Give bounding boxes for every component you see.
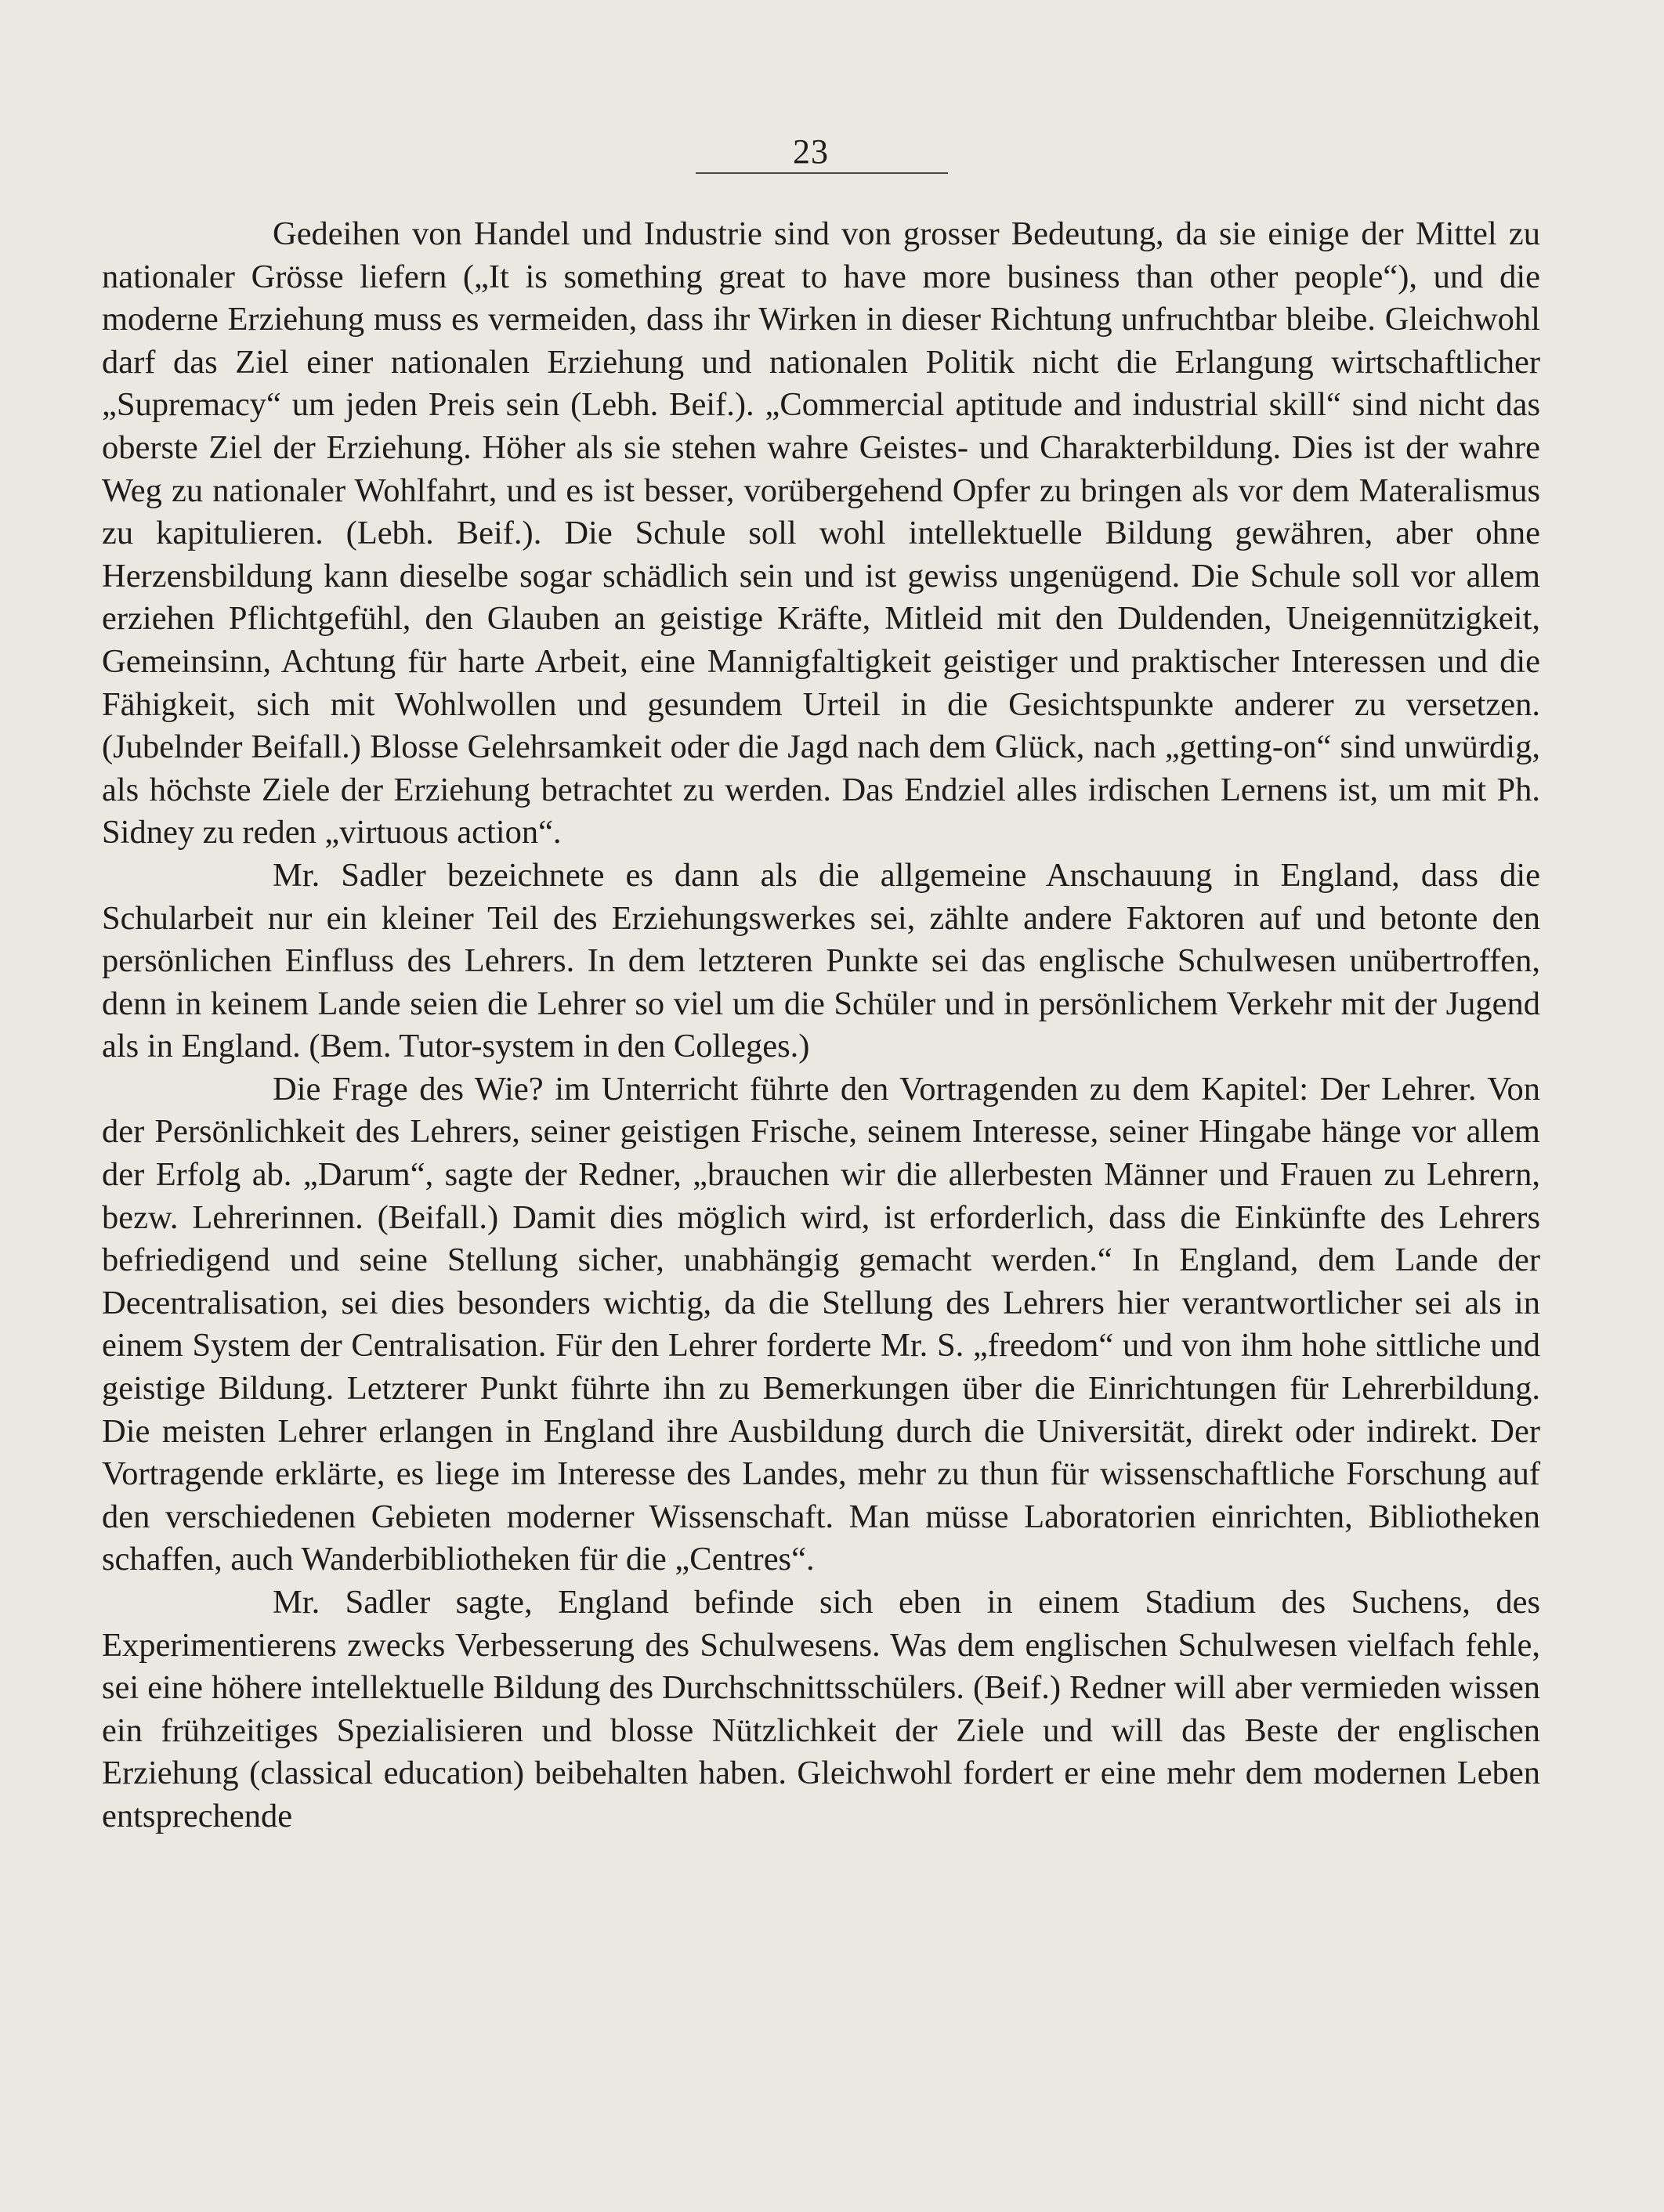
page-number: 23: [793, 132, 829, 171]
header-rule: [696, 172, 948, 174]
body-text: [102, 213, 1540, 1838]
paragraph-teacher-influence: Mr. Sadler bezeichnete es dann als die allgemeine Anschauung in England, dass die Schularbeit nur ein kleiner Teil des Erziehungswerkes sei, zählte andere Faktoren auf und betonte den persönlichen Einfluss des Lehrers. In dem letzteren Punkte sei das englische Schulwesen unübertroffen, denn in keinem Lande seien die Lehrer so viel um die Schüler und in persönlichem Verkehr mit der Jugend als in England. (Bem. Tutor-system in den Colleges.): [102, 856, 1540, 1065]
paragraph-england-searching: Mr. Sadler sagte, England befinde sich eben in einem Stadium des Suchens, des Experimentierens zwecks Verbesserung des Schulwesens. Was dem englischen Schulwesen vielfach fehle, sei eine höhere intellektuelle Bildung des Durchschnittsschülers. (Beif.) Redner will aber vermieden wissen ein frühzeitiges Spezialisieren und blosse Nützlichkeit der Ziele und will das Beste der englischen Erziehung (classical education) beibehalten haben. Gleichwohl fordert er eine mehr dem modernen Leben entsprechende: [102, 1584, 1540, 1834]
paragraph-trade-and-education: Gedeihen von Handel und Industrie sind von grosser Bedeutung, da sie einige der Mittel zu nationaler Grösse liefern („It is something great to have more business than other people“), und die moderne Erziehung muss es vermeiden, dass ihr Wirken in dieser Richtung unfruchtbar bleibe. Gleichwohl darf das Ziel einer nationalen Erziehung und nationalen Politik nicht die Erlangung wirtschaftlicher „Supremacy“ um jeden Preis sein (Lebh. Beif.). „Commercial aptitude and industrial skill“ sind nicht das oberste Ziel der Erziehung. Höher als sie stehen wahre Geistes- und Charakterbildung. Dies ist der wahre Weg zu nationaler Wohlfahrt, und es ist besser, vorübergehend Opfer zu bringen als vor dem Materalismus zu kapitulieren. (Lebh. Beif.). Die Schule soll wohl intellektuelle Bildung gewähren, aber ohne Herzensbildung kann dieselbe sogar schädlich sein und ist gewiss ungenügend. Die Schule soll vor allem erziehen Pflichtgefühl, den Glauben an geistige Kräfte, Mitleid mit den Duldenden, Uneigennützigkeit, Gemeinsinn, Achtung für harte Arbeit, eine Mannigfaltigkeit geistiger und praktischer Interessen und die Fähigkeit, sich mit Wohlwollen und gesundem Urteil in die Gesichtspunkte anderer zu versetzen. (Jubelnder Beifall.) Blosse Gelehrsamkeit oder die Jagd nach dem Glück, nach „getting-on“ sind unwürdig, als höchste Ziele der Erziehung betrachtet zu werden. Das Endziel alles irdischen Lernens ist, um mit Ph. Sidney zu reden „virtuous action“.: [102, 215, 1540, 851]
paragraph-the-teacher: Die Frage des Wie? im Unterricht führte den Vortragenden zu dem Kapitel: Der Lehrer. Von der Persönlichkeit des Lehrers, seiner geistigen Frische, seinem Interesse, seiner Hingabe hänge vor allem der Erfolg ab. „Darum“, sagte der Redner, „brauchen wir die allerbesten Männer und Frauen zu Lehrern, bezw. Lehrerinnen. (Beifall.) Damit dies möglich wird, ist erforderlich, dass die Einkünfte des Lehrers befriedigend und seine Stellung sicher, unabhängig gemacht werden.“ In England, dem Lande der Decentralisation, sei dies besonders wichtig, da die Stellung des Lehrers hier verantwortlicher sei als in einem System der Centralisation. Für den Lehrer forderte Mr. S. „freedom“ und von ihm hohe sittliche und geistige Bildung. Letzterer Punkt führte ihn zu Bemerkungen über die Einrichtungen für Lehrerbildung. Die meisten Lehrer erlangen in England ihre Ausbildung durch die Universität, direkt oder indirekt. Der Vortragende erklärte, es liege im Interesse des Landes, mehr zu thun für wissenschaftliche Forschung auf den verschiedenen Gebieten moderner Wissenschaft. Man müsse Laboratorien einrichten, Bibliotheken schaffen, auch Wanderbibliotheken für die „Centres“.: [102, 1070, 1540, 1578]
